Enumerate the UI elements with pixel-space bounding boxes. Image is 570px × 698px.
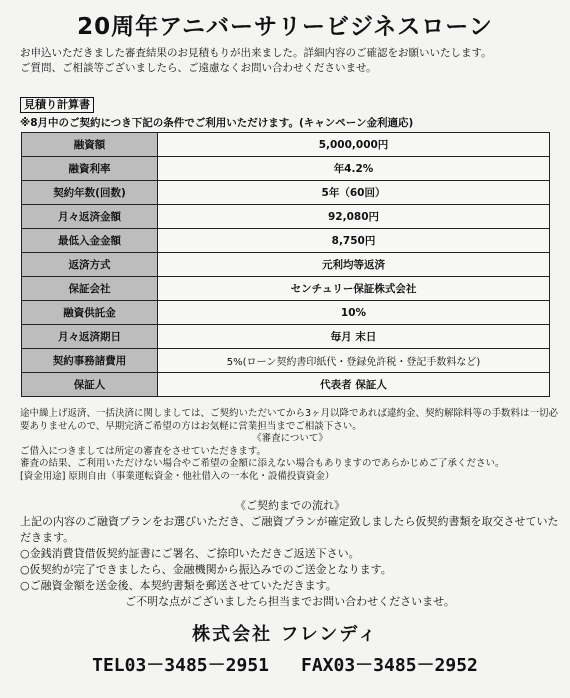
fax-number: FAX03－3485－2952 bbox=[301, 655, 478, 676]
flow-closing: ご不明な点がございましたら担当までお問い合わせくださいませ。 bbox=[125, 595, 455, 608]
condition-label: 保証会社 bbox=[22, 277, 158, 301]
condition-label: 月々返済金額 bbox=[22, 205, 158, 229]
usage-note: [資金用途] 原則自由（事業運転資金・他社借入の一本化・設備投資資金） bbox=[20, 470, 335, 482]
flow-step-1: ○金銭消費貸借仮契約証書にご署名、ご捺印いただきご返送下さい。 bbox=[20, 547, 360, 560]
condition-label: 最低入金金額 bbox=[22, 229, 158, 253]
condition-value: 92,080円 bbox=[158, 205, 550, 229]
prepayment-note: 途中繰上げ返済、一括決済に関しましては、ご契約いただいてから3ヶ月以降であれば違約金、契約解除料等の手数料は一切必要ありませんので、早期完済ご希望の方はお気軽に営業担当までご相談下さい。 bbox=[20, 408, 559, 432]
condition-value: 5年（60回） bbox=[158, 181, 550, 205]
table-row bbox=[22, 373, 550, 397]
condition-value: センチュリー保証株式会社 bbox=[158, 277, 550, 301]
intro-line-1: お申込いただきました審査結果のお見積もりが出来ました。詳細内容のご確認をお願いいたします。 bbox=[20, 47, 492, 59]
contract-flow-section bbox=[20, 498, 560, 610]
campaign-note: ※8月中のご契約につき下記の条件でご利用いただけます。(キャンペーン金利適応) bbox=[20, 117, 414, 129]
table-row bbox=[22, 349, 550, 373]
condition-value: 元利均等返済 bbox=[158, 253, 550, 277]
notes-section bbox=[20, 408, 560, 483]
contact-line bbox=[0, 651, 570, 677]
table-row bbox=[22, 253, 550, 277]
condition-label: 契約事務諸費用 bbox=[22, 349, 158, 373]
table-row bbox=[22, 133, 550, 157]
intro-text bbox=[20, 46, 560, 75]
condition-label: 返済方式 bbox=[22, 253, 158, 277]
condition-value: 5%(ローン契約書印紙代・登録免許税・登記手数料など) bbox=[158, 349, 550, 373]
condition-value: 5,000,000円 bbox=[158, 133, 550, 157]
condition-value: 年4.2% bbox=[158, 157, 550, 181]
condition-label: 融資供託金 bbox=[22, 301, 158, 325]
estimate-label: 見積り計算書 bbox=[20, 97, 94, 113]
condition-label: 保証人 bbox=[22, 373, 158, 397]
table-row bbox=[22, 301, 550, 325]
table-row bbox=[22, 181, 550, 205]
table-row bbox=[22, 205, 550, 229]
flow-intro: 上記の内容のご融資プランをお選びいただき、ご融資プランが確定致しましたら仮契約書類を取交させていただきます。 bbox=[20, 515, 559, 544]
flow-step-3: ○ご融資金額を送金後、本契約書類を郵送させていただきます。 bbox=[20, 579, 337, 592]
conditions-table bbox=[21, 132, 550, 397]
review-note-1: ご借入につきましては所定の審査をさせていただきます。 bbox=[20, 445, 267, 457]
condition-label: 契約年数(回数) bbox=[22, 181, 158, 205]
condition-label: 融資利率 bbox=[22, 157, 158, 181]
condition-label: 融資額 bbox=[22, 133, 158, 157]
table-row bbox=[22, 325, 550, 349]
condition-value: 代表者 保証人 bbox=[158, 373, 550, 397]
condition-value: 8,750円 bbox=[158, 229, 550, 253]
flow-heading: 《ご契約までの流れ》 bbox=[235, 499, 345, 512]
tel-number: TEL03－3485－2951 bbox=[92, 655, 269, 676]
table-row bbox=[22, 277, 550, 301]
company-name: 株式会社 フレンディ bbox=[192, 624, 378, 645]
flow-step-2: ○仮契約が完了できましたら、金融機関から振込みでのご送金となります。 bbox=[20, 563, 392, 576]
table-row bbox=[22, 157, 550, 181]
review-note-2: 審査の結果、ご利用いただけない場合やご希望の金額に添えない場合もありますのであらかじめご了承ください。 bbox=[20, 458, 505, 469]
table-row bbox=[22, 229, 550, 253]
intro-line-2: ご質問、ご相談等ございましたら、ご遠慮なくお問い合わせくださいませ。 bbox=[20, 61, 377, 74]
condition-label: 月々返済期日 bbox=[22, 325, 158, 349]
condition-value: 毎月 末日 bbox=[158, 325, 550, 349]
condition-value: 10% bbox=[158, 301, 550, 325]
review-heading: 《審査について》 bbox=[252, 433, 328, 444]
document-title: 20周年アニバーサリービジネスローン bbox=[77, 14, 493, 40]
